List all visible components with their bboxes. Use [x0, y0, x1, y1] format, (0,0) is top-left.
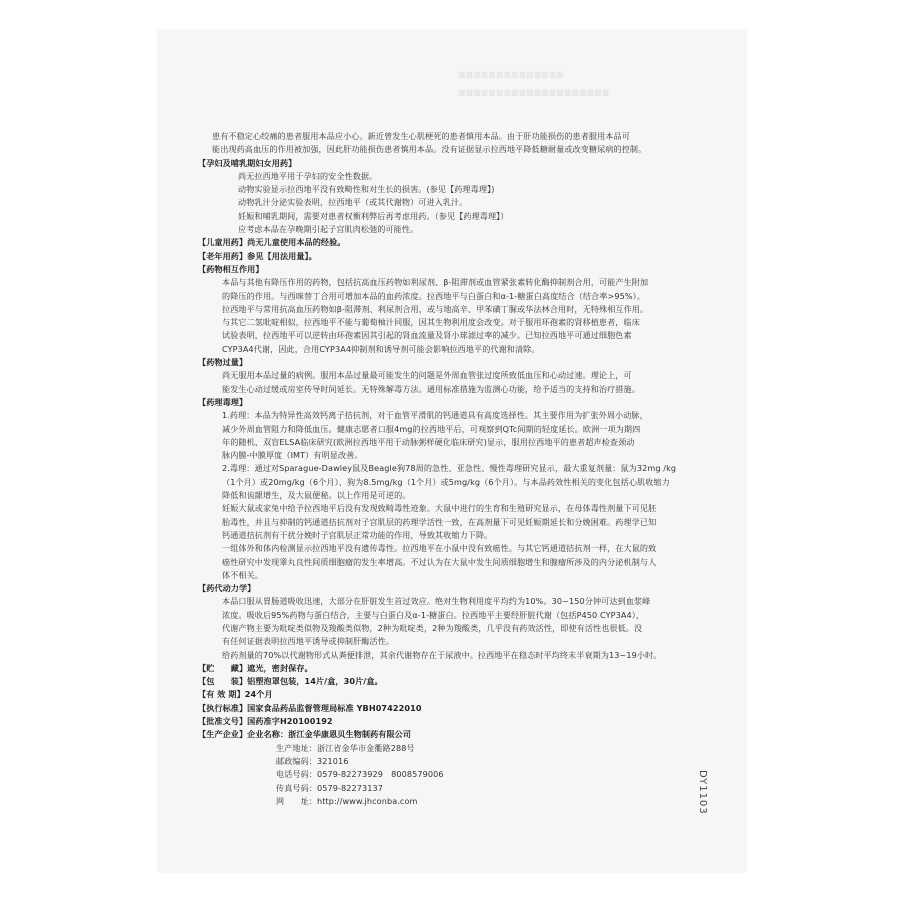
- section-heading: 【有 效 期】24个月: [198, 689, 273, 700]
- text-line: 电话号码：0579-82273929 8008579006: [276, 769, 444, 780]
- text-line: 脉内膜-中膜厚度（IMT）有明显改善。: [222, 450, 363, 461]
- text-line: CYP3A4代谢，因此，合用CYP3A4抑制剂和诱导剂可能会影响拉西地平的代谢和清除。: [222, 343, 540, 354]
- section-heading: 【药代动力学】: [198, 583, 256, 594]
- section-heading: 【药物过量】: [198, 357, 248, 368]
- text-line: 的降压的作用。与西咪替丁合用可增加本品的血药浓度。拉西地平与白蛋白和α-1-糖蛋白高度结合（结合率>95%）。: [222, 290, 645, 301]
- leaflet-sheet: [158, 30, 746, 872]
- text-line: 应考虑本品在孕晚期引起子宫肌肉松弛的可能性。: [238, 224, 419, 235]
- text-line: 传真号码：0579-82273137: [276, 782, 383, 793]
- text-line: 试验表明，拉西地平可以逆转由环孢素因其引起的肾血流量及肾小球滤过率的减少。已知拉西地平可通过细胞色素: [222, 330, 632, 341]
- section-heading: 【贮 藏】遮光，密封保存。: [198, 662, 313, 673]
- text-line: 癌性研究中发现睾丸良性间质细胞瘤的发生率增高。不过认为在大鼠中发生间质细胞增生和腺瘤所涉及的内分泌机制与人: [222, 556, 657, 567]
- text-line: 尚无拉西地平用于孕妇的安全性数据。: [238, 170, 378, 181]
- text-line: 与其它二氢吡啶相似，拉西地平不能与葡萄柚汁同服，因其生物利用度会改变。对于服用环孢素的肾移植患者，临床: [222, 317, 640, 328]
- section-heading: 【药物相互作用】: [198, 263, 264, 274]
- text-line: 本品与其他有降压作用的药物，包括抗高血压药物如利尿剂、β-阻滞剂或血管紧张素转化酶抑制剂合用，可能产生附加: [222, 277, 649, 288]
- text-line: 尚无服用本品过量的病例。服用本品过量最可能发生的问题是外周血管张过度所致低血压和心动过速。理论上，可: [222, 370, 632, 381]
- text-line: 生产地址：浙江省金华市金衢路288号: [276, 742, 415, 753]
- text-line: 浓度。吸收后95%药物与蛋白结合，主要与白蛋白及α-1-糖蛋白。拉西地平主要经肝脏代谢（包括P450 CYP3A4），: [222, 609, 645, 620]
- show-through-text: ■■■■■■■■■■■■■■: [458, 70, 564, 79]
- show-through-text: ■■■■■■■■■■■■■■■■■■■■: [458, 88, 610, 97]
- text-line: 能发生心动过缓或房室传导时间延长。无特殊解毒方法。通用标准措施为监测心功能，给予适当的支持和治疗措施。: [222, 383, 640, 394]
- section-heading: 【执行标准】国家食品药品监督管理局标准 YBH07422010: [198, 702, 422, 713]
- text-line: 代谢产物主要为吡啶类似物及羧酸类似物，2种为吡啶类，2种为羧酸类，几乎没有药效活性，即使有活性也很低。没: [222, 622, 643, 633]
- text-line: 2.毒理：通过对Sparague-Dawley鼠及Beagle狗78周的急性、亚急性、慢性毒理研究显示，最大重复剂量：鼠为32mg /kg: [222, 463, 677, 474]
- print-code: DY1103: [697, 770, 708, 815]
- text-line: （1个月）或20mg/kg（6个月）、狗为8.5mg/kg（1个月）或5mg/kg（6个月）。与本品药效性相关的变化包括心肌收缩力: [222, 476, 670, 487]
- text-line: 邮政编码：321016: [276, 755, 349, 766]
- section-heading: 【药理毒理】: [198, 396, 248, 407]
- text-line: 有任何证据表明拉西地平诱导或抑制肝酶活性。: [222, 636, 395, 647]
- section-heading: 【老年用药】参见【用法用量】。: [198, 250, 317, 261]
- section-heading: 【生产企业】企业名称：浙江金华康恩贝生物制药有限公司: [198, 729, 412, 740]
- section-heading: 【包 装】铝塑泡罩包装，14片/盒，30片/盒。: [198, 676, 383, 687]
- text-line: 动物实验显示拉西地平没有致畸性和对生长的损害。(参见【药理毒理】): [238, 184, 495, 195]
- text-line: 钙通道拮抗剂有干扰分娩时子宫肌层正常功能的作用，导致其收缩力下降。: [222, 529, 493, 540]
- text-line: 动物乳汁分泌实验表明，拉西地平（或其代谢物）可进入乳汁。: [238, 197, 468, 208]
- text-line: 降低和齿龈增生，及大鼠便秘。以上作用是可逆的。: [222, 490, 411, 501]
- text-line: 减少外周血管阻力和降低血压。健康志愿者口服4mg的拉西地平后，可观察到QTc间期的轻度延长。欧洲一项为期四: [222, 423, 641, 434]
- leaflet-text-body: [198, 130, 734, 808]
- text-line: 体不相关。: [222, 569, 263, 580]
- text-line: 1.药理：本品为特异性高效钙离子拮抗剂，对于血管平滑肌的钙通道具有高度选择性。其主要作用为扩张外周小动脉，: [222, 410, 648, 421]
- section-heading: 【儿童用药】尚无儿童使用本品的经验。: [198, 237, 346, 248]
- text-line: 妊娠和哺乳期间，需要对患者权衡利弊后再考虑用药。（参见【药理毒理】）: [238, 210, 509, 221]
- text-line: 拉西地平与常用抗高血压药物如β-阻滞剂、利尿剂合用，或与地高辛、甲苯磺丁脲或华法林合用时，无特殊相互作用。: [222, 303, 649, 314]
- text-line: 能出现药高血压的作用被加强，因此肝功能损伤患者慎用本品。没有证据显示拉西地平降低糖耐量或改变糖尿病的控制。: [212, 144, 647, 155]
- text-line: 年的随机、双盲ELSA临床研究(欧洲拉西地平用于动脉粥样硬化临床研究)显示，服用拉西地平的患者超声检查颈动: [222, 436, 635, 447]
- text-line: 给药剂量的70%以代谢物形式从粪便排泄，其余代谢物存在于尿液中。拉西地平在稳态时平均终末半衰期为13~19小时。: [222, 649, 662, 660]
- text-line: 一组体外和体内检测显示拉西地平没有遗传毒性。拉西地平在小鼠中没有致癌性。与其它钙通道拮抗剂一样，在大鼠的致: [222, 543, 657, 554]
- section-heading: 【孕妇及哺乳期妇女用药】: [198, 157, 297, 168]
- text-line: 患有不稳定心绞痛的患者服用本品应小心。新近曾发生心肌梗死的患者慎用本品。由于肝功能损伤的患者服用本品可: [212, 131, 630, 141]
- text-line: 胎毒性，并且与抑制的钙通道拮抗剂对子宫肌层的药理学活性一致，在高剂量下可见妊娠期延长和分娩困难。药理学已知: [222, 516, 657, 527]
- text-line: 网 址：http://www.jhconba.com: [276, 795, 418, 806]
- text-line: 本品口服从胃肠道吸收迅速，大部分在肝脏发生首过效应。绝对生物利用度平均约为10%。30~150分钟可达到血浆峰: [222, 596, 651, 607]
- section-heading: 【批准文号】国药准字H20100192: [198, 716, 333, 727]
- text-line: 妊娠大鼠或家兔中给予拉西地平后没有发现致畸毒性迹象。大鼠中进行的生育和生殖研究显示，在母体毒性剂量下可见胚: [222, 503, 657, 514]
